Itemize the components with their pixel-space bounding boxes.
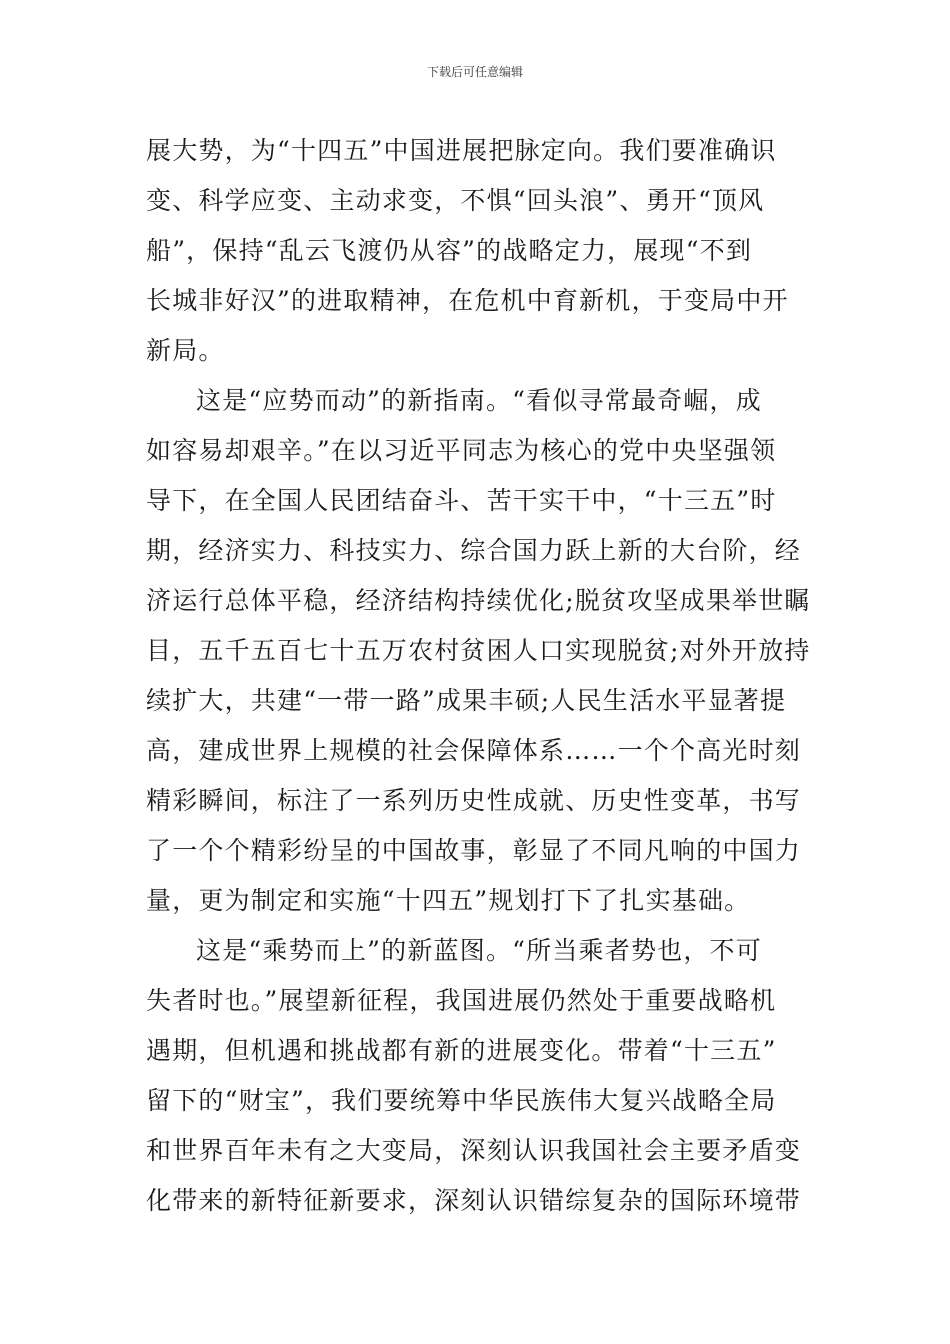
text-line: 留下的“财宝”，我们要统筹中华民族伟大复兴战略全局 xyxy=(146,1086,777,1115)
text-line: 精彩瞬间，标注了一系列历史性成就、历史性变革，书写 xyxy=(146,786,802,815)
text-line: 展大势，为“十四五”中国进展把脉定向。我们要准确识 xyxy=(146,136,777,165)
text-line: 济运行总体平稳，经济结构持续优化;脱贫攻坚成果举世瞩 xyxy=(146,586,811,615)
text-line: 导下，在全国人民团结奋斗、苦干实干中，“十三五”时 xyxy=(146,486,777,515)
text-line: 变、科学应变、主动求变，不惧“回头浪”、勇开“顶风 xyxy=(146,186,765,215)
paragraph-first-line: 这是“应势而动”的新指南。“看似寻常最奇崛，成 xyxy=(196,386,762,415)
text-line: 长城非好汉”的进取精神，在危机中育新机，于变局中开 xyxy=(146,286,789,315)
paragraph-first-line: 这是“乘势而上”的新蓝图。“所当乘者势也，不可 xyxy=(196,936,762,965)
text-line: 船”，保持“乱云飞渡仍从容”的战略定力，展现“不到 xyxy=(146,236,753,265)
header-note: 下载后可任意编辑 xyxy=(426,65,523,79)
text-line: 了一个个精彩纷呈的中国故事，彰显了不同凡响的中国力 xyxy=(146,836,802,865)
text-line: 遇期，但机遇和挑战都有新的进展变化。带着“十三五” xyxy=(146,1036,777,1065)
text-line: 目，五千五百七十五万农村贫困人口实现脱贫;对外开放持 xyxy=(146,636,811,665)
text-line: 期，经济实力、科技实力、综合国力跃上新的大台阶，经 xyxy=(146,536,802,565)
text-line: 和世界百年未有之大变局，深刻认识我国社会主要矛盾变 xyxy=(146,1136,802,1165)
text-line: 高，建成世界上规模的社会保障体系……一个个高光时刻 xyxy=(146,736,802,765)
text-line: 新局。 xyxy=(146,336,225,365)
text-line: 续扩大，共建“一带一路”成果丰硕;人民生活水平显著提 xyxy=(146,686,787,715)
page-header xyxy=(0,64,950,80)
text-line: 化带来的新特征新要求，深刻认识错综复杂的国际环境带 xyxy=(146,1186,802,1215)
text-line: 量，更为制定和实施“十四五”规划打下了扎实基础。 xyxy=(146,886,751,915)
text-line: 失者时也。”展望新征程，我国进展仍然处于重要战略机 xyxy=(146,986,777,1015)
document-body xyxy=(146,126,811,1226)
text-line: 如容易却艰辛。”在以习近平同志为核心的党中央坚强领 xyxy=(146,436,777,465)
